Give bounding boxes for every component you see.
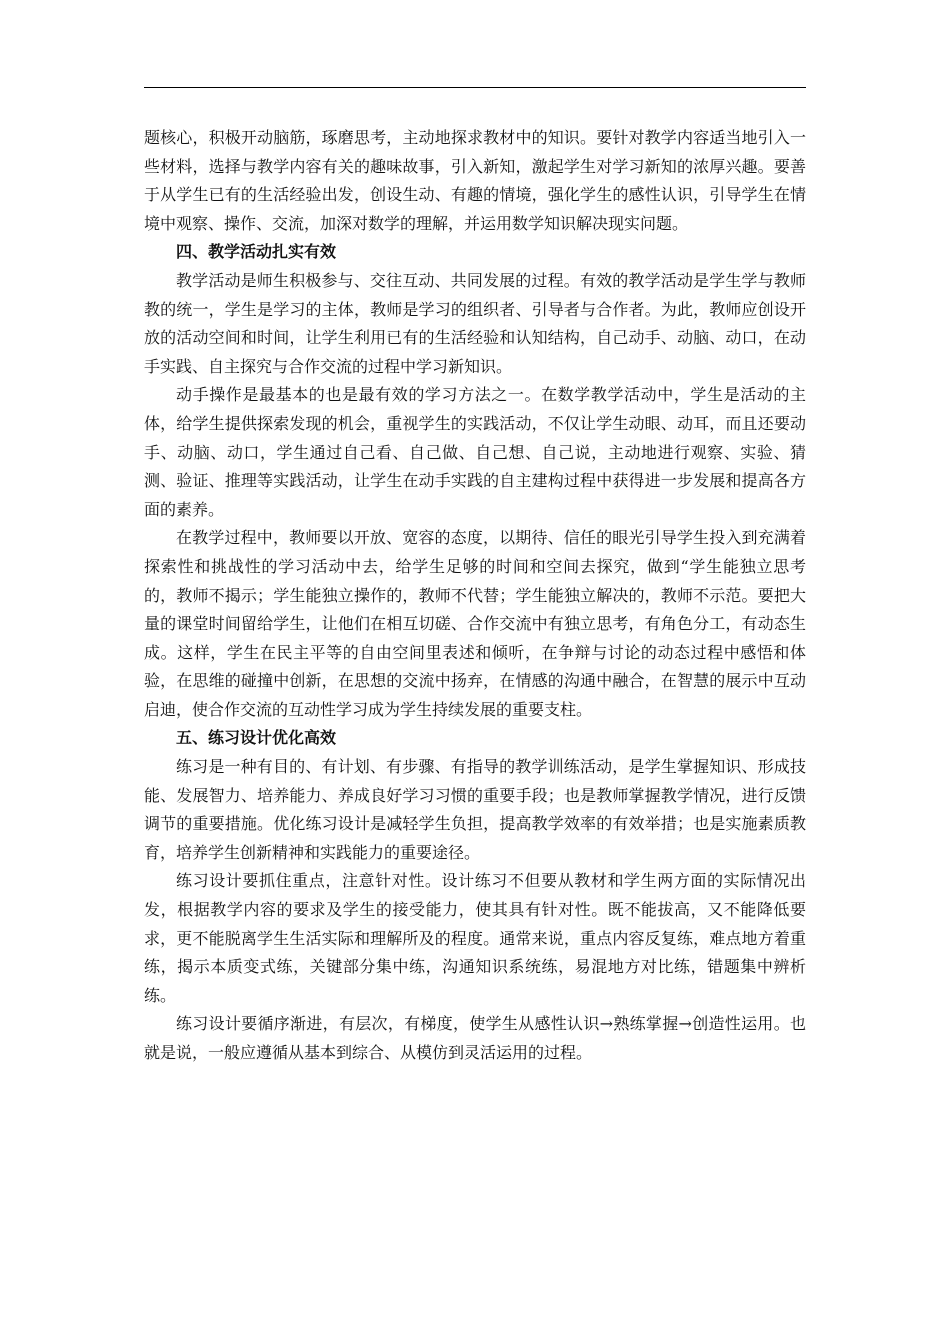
paragraph: 练习设计要抓住重点，注意针对性。设计练习不但要从教材和学生两方面的实际情况出发，根据教学内容的要求及学生的接受能力，使其具有针对性。既不能拔高，又不能降低要求，更不能脱离学生生活实际和理解所及的程度。通常来说，重点内容反复练，难点地方着重练，揭示本质变式练，关键部分集中练，沟通知识系统练，易混地方对比练，错题集中辨析练。 — [144, 871, 806, 1005]
paragraph-continued: 题核心，积极开动脑筋，琢磨思考，主动地探求教材中的知识。要针对教学内容适当地引入一些材料，选择与教学内容有关的趣味故事，引入新知，激起学生对学习新知的浓厚兴趣。要善于从学生已有的生活经验出发，创设生动、有趣的情境，强化学生的感性认识，引导学生在情境中观察、操作、交流，加深对数学的理解，并运用数学知识解决现实问题。 — [144, 128, 806, 233]
paragraph: 在教学过程中，教师要以开放、宽容的态度，以期待、信任的眼光引导学生投入到充满着探索性和挑战性的学习活动中去，给学生足够的时间和空间去探究，做到“学生能独立思考的，教师不揭示；学生能独立操作的，教师不代替；学生能独立解决的，教师不示范。要把大量的课堂时间留给学生，让他们在相互切磋、合作交流中有独立思考，有角色分工，有动态生成。这样，学生在民主平等的自由空间里表述和倾听，在争辩与讨论的动态过程中感悟和体验，在思维的碰撞中创新，在思想的交流中扬弃，在情感的沟通中融合，在智慧的展示中互动启迪，使合作交流的互动性学习成为学生持续发展的重要支柱。 — [144, 528, 806, 719]
document-body — [144, 124, 806, 1068]
paragraph: 动手操作是最基本的也是最有效的学习方法之一。在数学教学活动中，学生是活动的主体，给学生提供探索发现的机会，重视学生的实践活动，不仅让学生动眼、动耳，而且还要动手、动脑、动口，学生通过自己看、自己做、自己想、自己说，主动地进行观察、实验、猜测、验证、推理等实践活动，让学生在动手实践的自主建构过程中获得进一步发展和提高各方面的素养。 — [144, 385, 806, 519]
section-heading-5: 五、练习设计优化高效 — [176, 728, 337, 748]
paragraph: 练习是一种有目的、有计划、有步骤、有指导的教学训练活动，是学生掌握知识、形成技能、发展智力、培养能力、养成良好学习习惯的重要手段；也是教师掌握教学情况，进行反馈调节的重要措施。优化练习设计是减轻学生负担，提高教学效率的有效举措；也是实施素质教育，培养学生创新精神和实践能力的重要途径。 — [144, 757, 806, 862]
paragraph: 教学活动是师生积极参与、交往互动、共同发展的过程。有效的教学活动是学生学与教师教的统一，学生是学习的主体，教师是学习的组织者、引导者与合作者。为此，教师应创设开放的活动空间和时间，让学生利用已有的生活经验和认知结构，自己动手、动脑、动口，在动手实践、自主探究与合作交流的过程中学习新知识。 — [144, 270, 806, 376]
paragraph: 练习设计要循序渐进，有层次，有梯度，使学生从感性认识→熟练掌握→创造性运用。也就是说，一般应遵循从基本到综合、从模仿到灵活运用的过程。 — [144, 1014, 806, 1062]
header-rule — [144, 87, 806, 88]
section-heading-4: 四、教学活动扎实有效 — [176, 242, 337, 262]
